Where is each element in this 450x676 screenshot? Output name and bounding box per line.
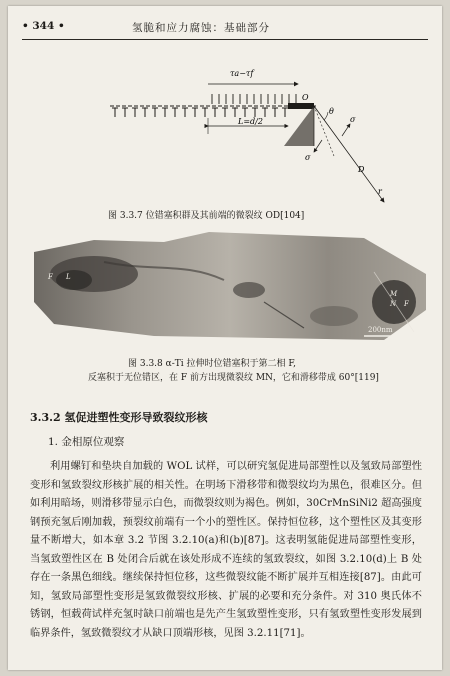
tem-micrograph: [34, 232, 426, 340]
point-D-label: D: [358, 165, 365, 174]
page-header: [22, 20, 428, 36]
stress-arrows: [212, 94, 296, 104]
pileup-head: [288, 103, 314, 109]
running-title: 氢脆和应力腐蚀：基础部分: [132, 22, 270, 34]
stress-label: τa−τf: [230, 69, 254, 78]
sigma-top-label: σ: [350, 115, 356, 124]
figure2-caption-line2: 反塞积于无位错区，在 F 前方出现微裂纹 MN，它和滑移带成 60°[119]: [88, 373, 379, 383]
dislocation-pileup-diagram: [88, 54, 418, 204]
body-paragraph: 利用螺钉和垫块自加载的 WOL 试样，可以研究氢促进局部塑性以及氢致局部塑性变形和氢致裂纹形核扩展的相关性。在明场下滑移带和微裂纹均为黑色，很难区分。但如利用暗场，则滑移带显示白色，而微裂纹则为褐色。例如，30CrMnSiNi2 超高强度钢预充氢后刚加载，预裂纹前端有一个小的塑性区。保持恒位移，这个塑性区及其变形量不断增大，如本章 3.2 节图 3.2.10(a)和(b)[87]。这表明氢能促进局部塑性变形，当氢致塑性区在 B 处闭合后就在该处形成不连续的氢致裂纹，如图 3.2.10(d)上 B 处存在一条黑色细线。继续保持恒位移，这些微裂纹能不断扩展并互相连接[87]。由此可知，氢致局部塑性变形是氢致微裂纹形核、扩展的必要和充分条件。对 310 奥氏体不锈钢，恒载荷试样充氢时缺口前端也是先产生氢致塑性变形，只有氢致塑性变形发展到临界条件，氢致微裂纹才从缺口顶端形核，见图 3.2.11[71]。: [30, 461, 422, 639]
crack-wedge: [284, 106, 314, 146]
book-page: [8, 6, 442, 670]
section-heading: 3.3.2 氢促进塑性变形导致裂纹形核: [30, 411, 208, 424]
body-text: [30, 458, 422, 643]
sigma-bottom-label: σ: [305, 153, 311, 162]
point-O-label: O: [302, 93, 309, 102]
page-number: • 344 •: [22, 20, 65, 32]
subsection-heading: 1. 金相原位观察: [48, 436, 125, 448]
label-L: L: [66, 273, 71, 281]
label-N: N: [390, 300, 397, 308]
length-label: L=d/2: [238, 117, 263, 126]
figure1-caption: 图 3.3.7 位错塞积群及其前端的微裂纹 OD[104]: [108, 211, 305, 221]
label-F-left: F: [48, 273, 53, 281]
dislocation-symbols: [112, 108, 288, 117]
scale-bar-label: 200nm: [368, 326, 393, 334]
theta-label: θ: [329, 107, 334, 116]
header-rule: [22, 39, 428, 40]
label-F-right: F: [404, 300, 409, 308]
r-axis-label: r: [378, 187, 382, 196]
label-M: M: [390, 290, 398, 298]
figure2-caption-line1: 图 3.3.8 α-Ti 拉伸时位错塞积于第二相 F,: [128, 359, 297, 369]
